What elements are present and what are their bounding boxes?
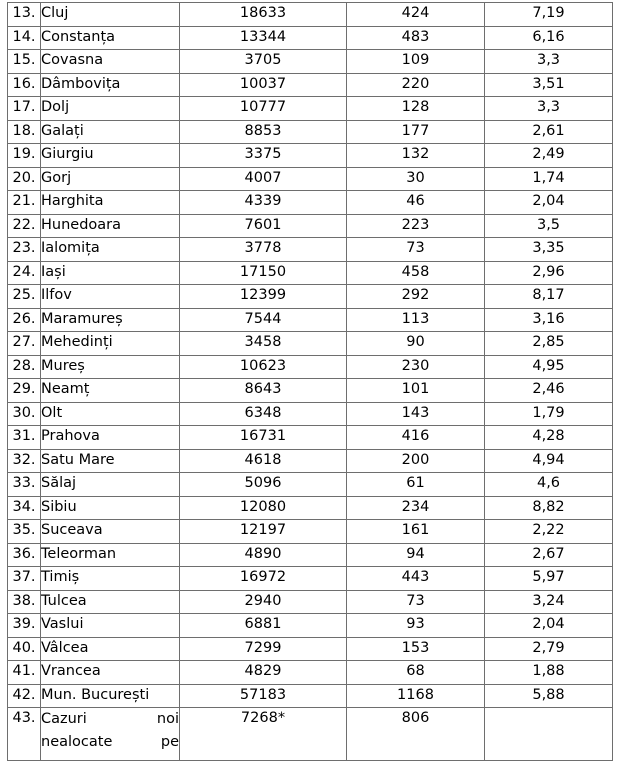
total-cases-cell: 17150 xyxy=(180,261,347,285)
row-index-cell: 31. xyxy=(8,426,41,450)
county-name-cell: Timiș xyxy=(41,567,180,591)
row-index-cell: 27. xyxy=(8,332,41,356)
table-row xyxy=(8,684,613,708)
new-cases-cell: 93 xyxy=(347,614,485,638)
table-row xyxy=(8,167,613,191)
table-row xyxy=(8,50,613,74)
county-name-cell: Maramureș xyxy=(41,308,180,332)
new-cases-cell: 143 xyxy=(347,402,485,426)
total-cases-cell: 16731 xyxy=(180,426,347,450)
new-cases-cell: 73 xyxy=(347,238,485,262)
table-row xyxy=(8,637,613,661)
total-cases-cell: 3375 xyxy=(180,144,347,168)
row-index-cell: 33. xyxy=(8,473,41,497)
table-row xyxy=(8,3,613,27)
total-cases-cell: 4007 xyxy=(180,167,347,191)
incidence-rate-cell: 8,17 xyxy=(485,285,613,309)
county-name-cell: Dâmbovița xyxy=(41,73,180,97)
new-cases-cell: 90 xyxy=(347,332,485,356)
new-cases-cell: 109 xyxy=(347,50,485,74)
incidence-rate-cell: 3,24 xyxy=(485,590,613,614)
incidence-rate-cell: 3,51 xyxy=(485,73,613,97)
incidence-rate-cell: 2,04 xyxy=(485,191,613,215)
new-cases-cell: 128 xyxy=(347,97,485,121)
total-cases-cell: 3458 xyxy=(180,332,347,356)
county-name-cell: Hunedoara xyxy=(41,214,180,238)
incidence-rate-cell: 4,95 xyxy=(485,355,613,379)
new-cases-cell: 234 xyxy=(347,496,485,520)
incidence-rate-cell xyxy=(485,708,613,761)
total-cases-cell: 10777 xyxy=(180,97,347,121)
county-name-cell: Giurgiu xyxy=(41,144,180,168)
total-cases-cell: 12399 xyxy=(180,285,347,309)
row-index-cell: 20. xyxy=(8,167,41,191)
total-cases-cell: 2940 xyxy=(180,590,347,614)
row-index-cell: 13. xyxy=(8,3,41,27)
new-cases-cell: 30 xyxy=(347,167,485,191)
total-cases-cell: 8643 xyxy=(180,379,347,403)
table-row xyxy=(8,567,613,591)
new-cases-cell: 483 xyxy=(347,26,485,50)
county-name-cell: Mun. București xyxy=(41,684,180,708)
incidence-rate-cell: 5,88 xyxy=(485,684,613,708)
new-cases-cell: 200 xyxy=(347,449,485,473)
county-name-cell: Tulcea xyxy=(41,590,180,614)
row-index-cell: 37. xyxy=(8,567,41,591)
table-row xyxy=(8,308,613,332)
incidence-rate-cell: 3,5 xyxy=(485,214,613,238)
row-index-cell: 38. xyxy=(8,590,41,614)
justified-line xyxy=(41,708,179,731)
total-cases-cell: 4618 xyxy=(180,449,347,473)
row-index-cell: 26. xyxy=(8,308,41,332)
county-name-cell: Olt xyxy=(41,402,180,426)
total-cases-cell: 7601 xyxy=(180,214,347,238)
county-name-cell: Covasna xyxy=(41,50,180,74)
row-index-cell: 17. xyxy=(8,97,41,121)
cases-by-county-table xyxy=(7,2,613,761)
county-name-cell: Ialomița xyxy=(41,238,180,262)
total-cases-cell: 3705 xyxy=(180,50,347,74)
total-cases-cell: 3778 xyxy=(180,238,347,262)
incidence-rate-cell: 2,79 xyxy=(485,637,613,661)
incidence-rate-cell: 4,6 xyxy=(485,473,613,497)
total-cases-cell: 12197 xyxy=(180,520,347,544)
table-row xyxy=(8,261,613,285)
row-index-cell: 39. xyxy=(8,614,41,638)
new-cases-cell: 94 xyxy=(347,543,485,567)
new-cases-cell: 458 xyxy=(347,261,485,285)
justified-word: noi xyxy=(156,711,179,727)
justified-word: Cazuri xyxy=(41,711,87,727)
row-index-cell: 35. xyxy=(8,520,41,544)
incidence-rate-cell: 2,04 xyxy=(485,614,613,638)
total-cases-cell: 10037 xyxy=(180,73,347,97)
row-index-cell: 32. xyxy=(8,449,41,473)
table-row xyxy=(8,426,613,450)
county-name-cell: Teleorman xyxy=(41,543,180,567)
total-cases-cell: 16972 xyxy=(180,567,347,591)
new-cases-cell: 223 xyxy=(347,214,485,238)
row-index-cell: 21. xyxy=(8,191,41,215)
incidence-rate-cell: 5,97 xyxy=(485,567,613,591)
new-cases-cell: 113 xyxy=(347,308,485,332)
incidence-rate-cell: 2,22 xyxy=(485,520,613,544)
county-name-cell: Ilfov xyxy=(41,285,180,309)
incidence-rate-cell: 1,79 xyxy=(485,402,613,426)
total-cases-cell: 12080 xyxy=(180,496,347,520)
county-name-cell: Cluj xyxy=(41,3,180,27)
table-row xyxy=(8,590,613,614)
incidence-rate-cell: 6,16 xyxy=(485,26,613,50)
total-cases-cell: 13344 xyxy=(180,26,347,50)
table-row xyxy=(8,614,613,638)
row-index-cell: 22. xyxy=(8,214,41,238)
county-name-cell: Mureș xyxy=(41,355,180,379)
new-cases-cell: 416 xyxy=(347,426,485,450)
table-row xyxy=(8,285,613,309)
row-index-cell: 24. xyxy=(8,261,41,285)
county-name-cell: Gorj xyxy=(41,167,180,191)
new-cases-cell: 153 xyxy=(347,637,485,661)
table-row xyxy=(8,449,613,473)
total-cases-cell: 4339 xyxy=(180,191,347,215)
new-cases-cell: 68 xyxy=(347,661,485,685)
new-cases-cell: 46 xyxy=(347,191,485,215)
new-cases-cell: 73 xyxy=(347,590,485,614)
incidence-rate-cell: 2,46 xyxy=(485,379,613,403)
county-name-cell xyxy=(41,708,180,761)
incidence-rate-cell: 3,16 xyxy=(485,308,613,332)
table-row xyxy=(8,214,613,238)
incidence-rate-cell: 3,3 xyxy=(485,97,613,121)
county-name-cell: Sibiu xyxy=(41,496,180,520)
table-row xyxy=(8,97,613,121)
incidence-rate-cell: 7,19 xyxy=(485,3,613,27)
total-cases-cell: 7268* xyxy=(180,708,347,761)
incidence-rate-cell: 2,61 xyxy=(485,120,613,144)
row-index-cell: 18. xyxy=(8,120,41,144)
row-index-cell: 23. xyxy=(8,238,41,262)
incidence-rate-cell: 2,96 xyxy=(485,261,613,285)
incidence-rate-cell: 2,49 xyxy=(485,144,613,168)
row-index-cell: 40. xyxy=(8,637,41,661)
total-cases-cell: 57183 xyxy=(180,684,347,708)
row-index-cell: 19. xyxy=(8,144,41,168)
new-cases-cell: 806 xyxy=(347,708,485,761)
table-body xyxy=(8,3,613,761)
new-cases-cell: 132 xyxy=(347,144,485,168)
county-name-cell: Vaslui xyxy=(41,614,180,638)
county-name-cell: Neamț xyxy=(41,379,180,403)
total-cases-cell: 18633 xyxy=(180,3,347,27)
county-name-cell: Suceava xyxy=(41,520,180,544)
justified-line xyxy=(41,731,179,754)
new-cases-cell: 1168 xyxy=(347,684,485,708)
county-name-cell: Dolj xyxy=(41,97,180,121)
county-name-cell: Mehedinți xyxy=(41,332,180,356)
county-name-cell: Iași xyxy=(41,261,180,285)
total-cases-cell: 7544 xyxy=(180,308,347,332)
total-cases-cell: 10623 xyxy=(180,355,347,379)
new-cases-cell: 443 xyxy=(347,567,485,591)
table-row xyxy=(8,144,613,168)
table-row xyxy=(8,520,613,544)
row-index-cell: 36. xyxy=(8,543,41,567)
justified-word: pe xyxy=(160,733,179,750)
new-cases-cell: 161 xyxy=(347,520,485,544)
new-cases-cell: 101 xyxy=(347,379,485,403)
new-cases-cell: 292 xyxy=(347,285,485,309)
county-name-cell: Harghita xyxy=(41,191,180,215)
incidence-rate-cell: 4,28 xyxy=(485,426,613,450)
table-row xyxy=(8,120,613,144)
row-index-cell: 15. xyxy=(8,50,41,74)
total-cases-cell: 8853 xyxy=(180,120,347,144)
county-name-cell: Prahova xyxy=(41,426,180,450)
new-cases-cell: 220 xyxy=(347,73,485,97)
total-cases-cell: 4890 xyxy=(180,543,347,567)
row-index-cell: 42. xyxy=(8,684,41,708)
table-row xyxy=(8,496,613,520)
table-row-unallocated xyxy=(8,708,613,761)
incidence-rate-cell: 2,85 xyxy=(485,332,613,356)
total-cases-cell: 5096 xyxy=(180,473,347,497)
county-name-cell: Vâlcea xyxy=(41,637,180,661)
table-row xyxy=(8,661,613,685)
incidence-rate-cell: 2,67 xyxy=(485,543,613,567)
county-name-cell: Satu Mare xyxy=(41,449,180,473)
table-row xyxy=(8,191,613,215)
total-cases-cell: 6881 xyxy=(180,614,347,638)
new-cases-cell: 61 xyxy=(347,473,485,497)
row-index-cell: 41. xyxy=(8,661,41,685)
row-index-cell: 29. xyxy=(8,379,41,403)
incidence-rate-cell: 3,35 xyxy=(485,238,613,262)
total-cases-cell: 6348 xyxy=(180,402,347,426)
table-row xyxy=(8,473,613,497)
row-index-cell: 28. xyxy=(8,355,41,379)
incidence-rate-cell: 1,88 xyxy=(485,661,613,685)
table-row xyxy=(8,26,613,50)
table-row xyxy=(8,355,613,379)
incidence-rate-cell: 3,3 xyxy=(485,50,613,74)
row-index-cell: 30. xyxy=(8,402,41,426)
table-row xyxy=(8,402,613,426)
new-cases-cell: 424 xyxy=(347,3,485,27)
county-name-cell: Galați xyxy=(41,120,180,144)
incidence-rate-cell: 1,74 xyxy=(485,167,613,191)
total-cases-cell: 4829 xyxy=(180,661,347,685)
justified-word: nealocate xyxy=(41,733,113,750)
row-index-cell: 25. xyxy=(8,285,41,309)
row-index-cell: 34. xyxy=(8,496,41,520)
row-index-cell: 43. xyxy=(8,708,41,761)
table-row xyxy=(8,73,613,97)
county-name-cell: Vrancea xyxy=(41,661,180,685)
county-name-cell: Constanța xyxy=(41,26,180,50)
table-row xyxy=(8,543,613,567)
new-cases-cell: 230 xyxy=(347,355,485,379)
incidence-rate-cell: 8,82 xyxy=(485,496,613,520)
new-cases-cell: 177 xyxy=(347,120,485,144)
total-cases-cell: 7299 xyxy=(180,637,347,661)
table-row xyxy=(8,379,613,403)
incidence-rate-cell: 4,94 xyxy=(485,449,613,473)
row-index-cell: 16. xyxy=(8,73,41,97)
county-name-cell: Sălaj xyxy=(41,473,180,497)
table-row xyxy=(8,332,613,356)
table-row xyxy=(8,238,613,262)
row-index-cell: 14. xyxy=(8,26,41,50)
